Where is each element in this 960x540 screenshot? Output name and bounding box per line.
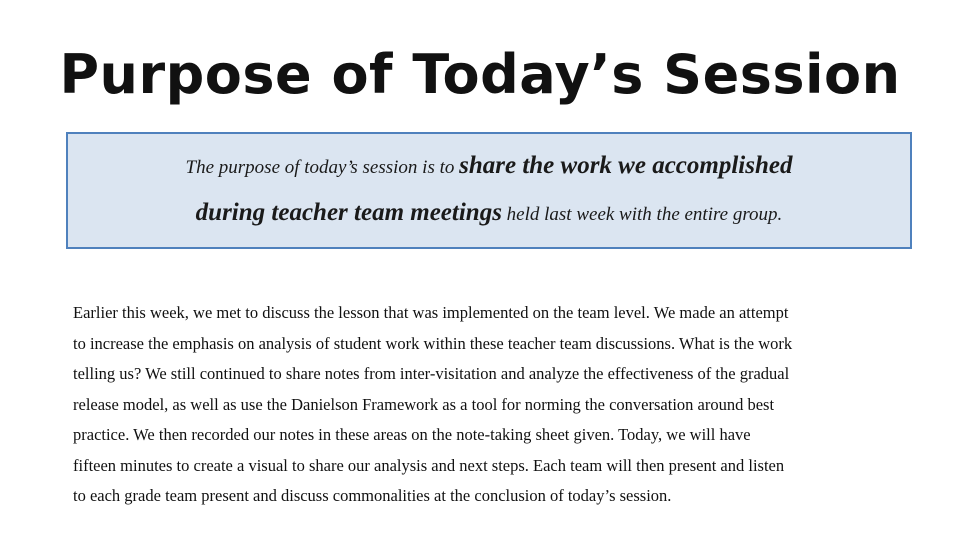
purpose-callout-box xyxy=(66,132,912,249)
purpose-emphasis-text-2: during teacher team meetings xyxy=(195,198,502,226)
paragraph-line: telling us? We still continued to share notes from inter-visitation and analyze the effectiveness of the gradual xyxy=(73,364,790,383)
purpose-emphasis-text-1: share the work we accomplished xyxy=(459,151,793,179)
session-description-paragraph xyxy=(73,298,903,512)
paragraph-line: Earlier this week, we met to discuss the lesson that was implemented on the team level. We made an attempt xyxy=(73,303,789,322)
paragraph-line: practice. We then recorded our notes in these areas on the note-taking sheet given. Today, we will have xyxy=(73,425,751,444)
paragraph-line: to each grade team present and discuss commonalities at the conclusion of today’s session. xyxy=(73,486,672,505)
purpose-line-2 xyxy=(196,191,783,238)
paragraph-line: release model, as well as use the Danielson Framework as a tool for norming the conversation around best xyxy=(73,394,775,414)
paragraph-line: fifteen minutes to create a visual to share our analysis and next steps. Each team will then present and listen xyxy=(73,455,785,475)
purpose-intro-text: The purpose of today’s session is to xyxy=(185,156,460,178)
purpose-line-1 xyxy=(186,144,793,191)
slide-title: Purpose of Today’s Session xyxy=(59,43,901,106)
paragraph-line: to increase the emphasis on analysis of student work within these teacher team discussions. What is the work xyxy=(73,333,793,353)
purpose-closing-text: held last week with the entire group. xyxy=(501,203,783,225)
